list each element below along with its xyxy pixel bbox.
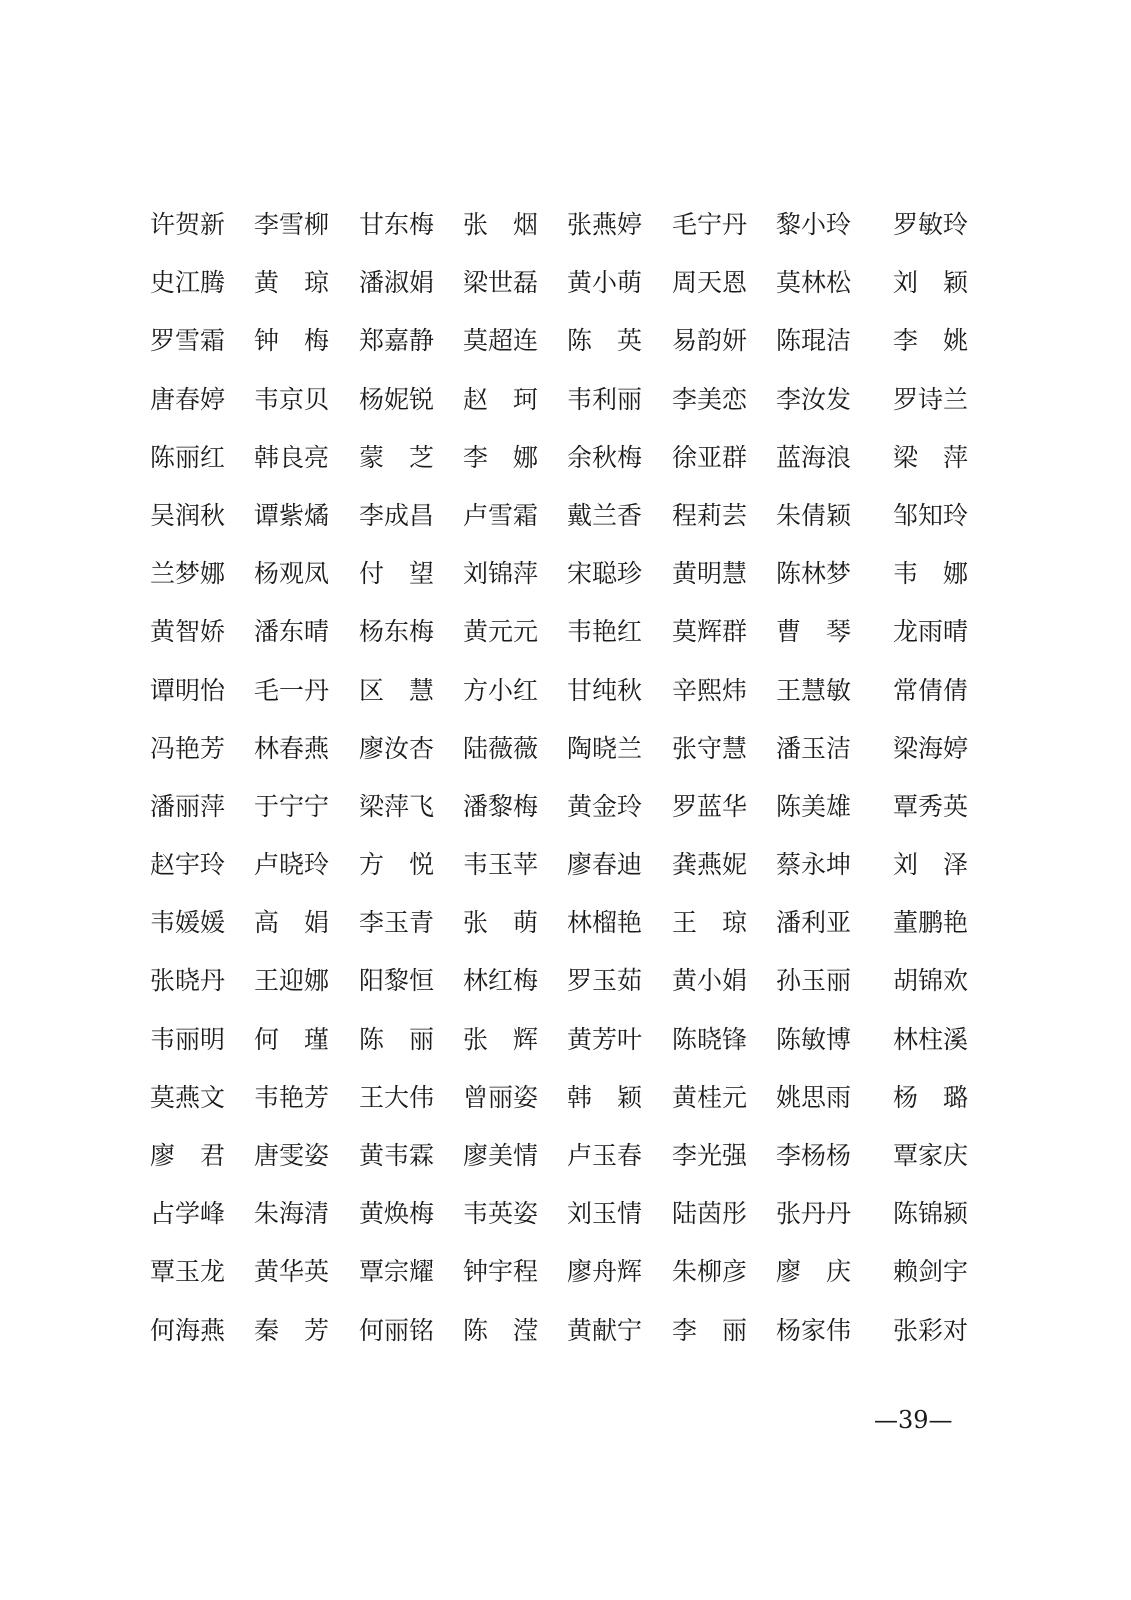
person-name: 韦英姿 xyxy=(463,1199,539,1229)
person-name: 朱倩颖 xyxy=(776,500,852,530)
person-name: 黄焕梅 xyxy=(359,1199,435,1229)
person-name: 潘丽萍 xyxy=(150,791,226,821)
person-name: 冯艳芳 xyxy=(150,733,226,763)
names-row xyxy=(150,1076,980,1134)
person-name: 廖舟辉 xyxy=(567,1257,643,1287)
person-name: 何丽铭 xyxy=(359,1315,435,1345)
person-name: 许贺新 xyxy=(150,210,226,239)
person-name: 林春燕 xyxy=(254,733,330,763)
names-row xyxy=(150,1018,980,1076)
person-name: 黄金玲 xyxy=(567,791,643,821)
person-name: 王慧敏 xyxy=(776,675,852,705)
names-row xyxy=(150,1250,980,1308)
person-name: 刘 颖 xyxy=(893,268,969,298)
person-name: 王迎娜 xyxy=(254,966,330,996)
person-name: 黄智娇 xyxy=(150,617,226,647)
person-name: 李汝发 xyxy=(776,384,852,414)
person-name: 罗诗兰 xyxy=(893,384,969,414)
person-name: 刘玉情 xyxy=(567,1199,643,1229)
person-name: 杨家伟 xyxy=(776,1315,852,1345)
person-name: 陈林梦 xyxy=(776,559,852,589)
person-name: 阳黎恒 xyxy=(359,966,435,996)
person-name: 陈 英 xyxy=(567,326,643,356)
person-name: 陶晓兰 xyxy=(567,733,643,763)
person-name: 方小红 xyxy=(463,675,539,705)
person-name: 陆薇薇 xyxy=(463,733,539,763)
person-name: 朱柳彦 xyxy=(672,1257,748,1287)
person-name: 陈 滢 xyxy=(463,1315,539,1345)
person-name: 黄 琼 xyxy=(254,268,330,298)
person-name: 黄华英 xyxy=(254,1257,330,1287)
person-name: 蓝海浪 xyxy=(776,442,852,472)
person-name: 张燕婷 xyxy=(567,210,643,239)
person-name: 李美恋 xyxy=(672,384,748,414)
person-name: 易韵妍 xyxy=(672,326,748,356)
person-name: 谭紫燏 xyxy=(254,500,330,530)
person-name: 朱海清 xyxy=(254,1199,330,1229)
person-name: 罗蓝华 xyxy=(672,791,748,821)
person-name: 廖 君 xyxy=(150,1141,226,1170)
person-name: 杨东梅 xyxy=(359,617,435,647)
person-name: 赵 珂 xyxy=(463,384,539,414)
person-name: 黄小萌 xyxy=(567,268,643,298)
person-name: 韩 颖 xyxy=(567,1082,643,1112)
person-name: 戴兰香 xyxy=(567,500,643,530)
person-name: 罗雪霜 xyxy=(150,326,226,356)
person-name: 唐春婷 xyxy=(150,384,226,414)
person-name: 陈丽红 xyxy=(150,442,226,472)
person-name: 罗敏玲 xyxy=(893,210,969,239)
person-name: 张彩对 xyxy=(893,1315,969,1345)
names-list xyxy=(150,203,980,1367)
person-name: 曾丽姿 xyxy=(463,1082,539,1112)
names-row xyxy=(150,1309,980,1367)
person-name: 毛一丹 xyxy=(254,675,330,705)
person-name: 陈琨洁 xyxy=(776,326,852,356)
person-name: 黄明慧 xyxy=(672,559,748,589)
person-name: 黄小娟 xyxy=(672,966,748,996)
names-row xyxy=(150,901,980,959)
person-name: 唐雯姿 xyxy=(254,1141,330,1170)
person-name: 陆茵彤 xyxy=(672,1199,748,1229)
person-name: 胡锦欢 xyxy=(893,966,969,996)
person-name: 李成昌 xyxy=(359,500,435,530)
person-name: 韦 娜 xyxy=(893,559,969,589)
person-name: 廖 庆 xyxy=(776,1257,852,1287)
person-name: 赖剑宇 xyxy=(893,1257,969,1287)
person-name: 王 琼 xyxy=(672,908,748,938)
person-name: 廖汝杏 xyxy=(359,733,435,763)
person-name: 张 烟 xyxy=(463,210,539,239)
person-name: 张 辉 xyxy=(463,1024,539,1054)
person-name: 秦 芳 xyxy=(254,1315,330,1345)
person-name: 陈美雄 xyxy=(776,791,852,821)
person-name: 甘东梅 xyxy=(359,210,435,239)
person-name: 史江腾 xyxy=(150,268,226,298)
person-name: 蒙 芝 xyxy=(359,442,435,472)
person-name: 何海燕 xyxy=(150,1315,226,1345)
names-row xyxy=(150,785,980,843)
person-name: 郑嘉静 xyxy=(359,326,435,356)
person-name: 赵宇玲 xyxy=(150,850,226,880)
names-row xyxy=(150,261,980,319)
person-name: 韦媛媛 xyxy=(150,908,226,938)
person-name: 区 慧 xyxy=(359,675,435,705)
person-name: 潘黎梅 xyxy=(463,791,539,821)
person-name: 吴润秋 xyxy=(150,500,226,530)
person-name: 陈晓锋 xyxy=(672,1024,748,1054)
names-row xyxy=(150,552,980,610)
names-row xyxy=(150,203,980,261)
person-name: 梁世磊 xyxy=(463,268,539,298)
person-name: 林柱溪 xyxy=(893,1024,969,1054)
person-name: 覃玉龙 xyxy=(150,1257,226,1287)
person-name: 罗玉茹 xyxy=(567,966,643,996)
person-name: 姚思雨 xyxy=(776,1082,852,1112)
person-name: 李 姚 xyxy=(893,326,969,356)
person-name: 杨 璐 xyxy=(893,1082,969,1112)
page-number: —39— xyxy=(874,1406,953,1434)
person-name: 张晓丹 xyxy=(150,966,226,996)
person-name: 韦利丽 xyxy=(567,384,643,414)
person-name: 刘 泽 xyxy=(893,850,969,880)
person-name: 卢雪霜 xyxy=(463,500,539,530)
person-name: 龚燕妮 xyxy=(672,850,748,880)
person-name: 陈 丽 xyxy=(359,1024,435,1054)
person-name: 程莉芸 xyxy=(672,500,748,530)
person-name: 黄献宁 xyxy=(567,1315,643,1345)
person-name: 韦京贝 xyxy=(254,384,330,414)
person-name: 陈锦颍 xyxy=(893,1199,969,1229)
person-name: 兰梦娜 xyxy=(150,559,226,589)
person-name: 孙玉丽 xyxy=(776,966,852,996)
names-row xyxy=(150,959,980,1017)
person-name: 林榴艳 xyxy=(567,908,643,938)
person-name: 宋聪珍 xyxy=(567,559,643,589)
person-name: 梁 萍 xyxy=(893,442,969,472)
person-name: 卢晓玲 xyxy=(254,850,330,880)
person-name: 辛熙炜 xyxy=(672,675,748,705)
person-name: 王大伟 xyxy=(359,1082,435,1112)
person-name: 黄韦霖 xyxy=(359,1141,435,1170)
person-name: 董鹏艳 xyxy=(893,908,969,938)
person-name: 张 萌 xyxy=(463,908,539,938)
person-name: 梁海婷 xyxy=(893,733,969,763)
person-name: 李雪柳 xyxy=(254,210,330,239)
person-name: 常倩倩 xyxy=(893,675,969,705)
person-name: 黄桂元 xyxy=(672,1082,748,1112)
person-name: 占学峰 xyxy=(150,1199,226,1229)
person-name: 陈敏博 xyxy=(776,1024,852,1054)
person-name: 黄芳叶 xyxy=(567,1024,643,1054)
person-name: 徐亚群 xyxy=(672,442,748,472)
person-name: 谭明怡 xyxy=(150,675,226,705)
person-name: 龙雨晴 xyxy=(893,617,969,647)
person-name: 周天恩 xyxy=(672,268,748,298)
person-name: 于宁宁 xyxy=(254,791,330,821)
person-name: 甘纯秋 xyxy=(567,675,643,705)
person-name: 林红梅 xyxy=(463,966,539,996)
person-name: 杨妮锐 xyxy=(359,384,435,414)
person-name: 方 悦 xyxy=(359,850,435,880)
person-name: 毛宁丹 xyxy=(672,210,748,239)
person-name: 莫辉群 xyxy=(672,617,748,647)
person-name: 梁萍飞 xyxy=(359,791,435,821)
person-name: 卢玉春 xyxy=(567,1141,643,1170)
person-name: 张守慧 xyxy=(672,733,748,763)
names-row xyxy=(150,727,980,785)
person-name: 高 娟 xyxy=(254,908,330,938)
names-row xyxy=(150,436,980,494)
person-name: 李光强 xyxy=(672,1141,748,1170)
person-name: 潘利亚 xyxy=(776,908,852,938)
person-name: 潘淑娟 xyxy=(359,268,435,298)
person-name: 韦玉苹 xyxy=(463,850,539,880)
person-name: 付 望 xyxy=(359,559,435,589)
person-name: 曹 琴 xyxy=(776,617,852,647)
person-name: 覃秀英 xyxy=(893,791,969,821)
names-row xyxy=(150,1134,980,1192)
names-row xyxy=(150,378,980,436)
person-name: 余秋梅 xyxy=(567,442,643,472)
person-name: 韦艳芳 xyxy=(254,1082,330,1112)
person-name: 莫燕文 xyxy=(150,1082,226,1112)
person-name: 莫林松 xyxy=(776,268,852,298)
person-name: 廖美情 xyxy=(463,1141,539,1170)
names-row xyxy=(150,1192,980,1250)
person-name: 韦丽明 xyxy=(150,1024,226,1054)
person-name: 黎小玲 xyxy=(776,210,852,239)
person-name: 蔡永坤 xyxy=(776,850,852,880)
person-name: 何 瑾 xyxy=(254,1024,330,1054)
person-name: 杨观凤 xyxy=(254,559,330,589)
person-name: 潘东晴 xyxy=(254,617,330,647)
person-name: 韩良亮 xyxy=(254,442,330,472)
person-name: 覃宗耀 xyxy=(359,1257,435,1287)
person-name: 李 娜 xyxy=(463,442,539,472)
names-row xyxy=(150,319,980,377)
person-name: 莫超连 xyxy=(463,326,539,356)
person-name: 钟 梅 xyxy=(254,326,330,356)
person-name: 韦艳红 xyxy=(567,617,643,647)
names-row xyxy=(150,610,980,668)
person-name: 李 丽 xyxy=(672,1315,748,1345)
names-row xyxy=(150,843,980,901)
person-name: 张丹丹 xyxy=(776,1199,852,1229)
person-name: 钟宇程 xyxy=(463,1257,539,1287)
person-name: 李玉青 xyxy=(359,908,435,938)
person-name: 黄元元 xyxy=(463,617,539,647)
person-name: 李杨杨 xyxy=(776,1141,852,1170)
names-row xyxy=(150,669,980,727)
person-name: 潘玉洁 xyxy=(776,733,852,763)
person-name: 覃家庆 xyxy=(893,1141,969,1170)
person-name: 刘锦萍 xyxy=(463,559,539,589)
person-name: 邹知玲 xyxy=(893,500,969,530)
names-row xyxy=(150,494,980,552)
person-name: 廖春迪 xyxy=(567,850,643,880)
